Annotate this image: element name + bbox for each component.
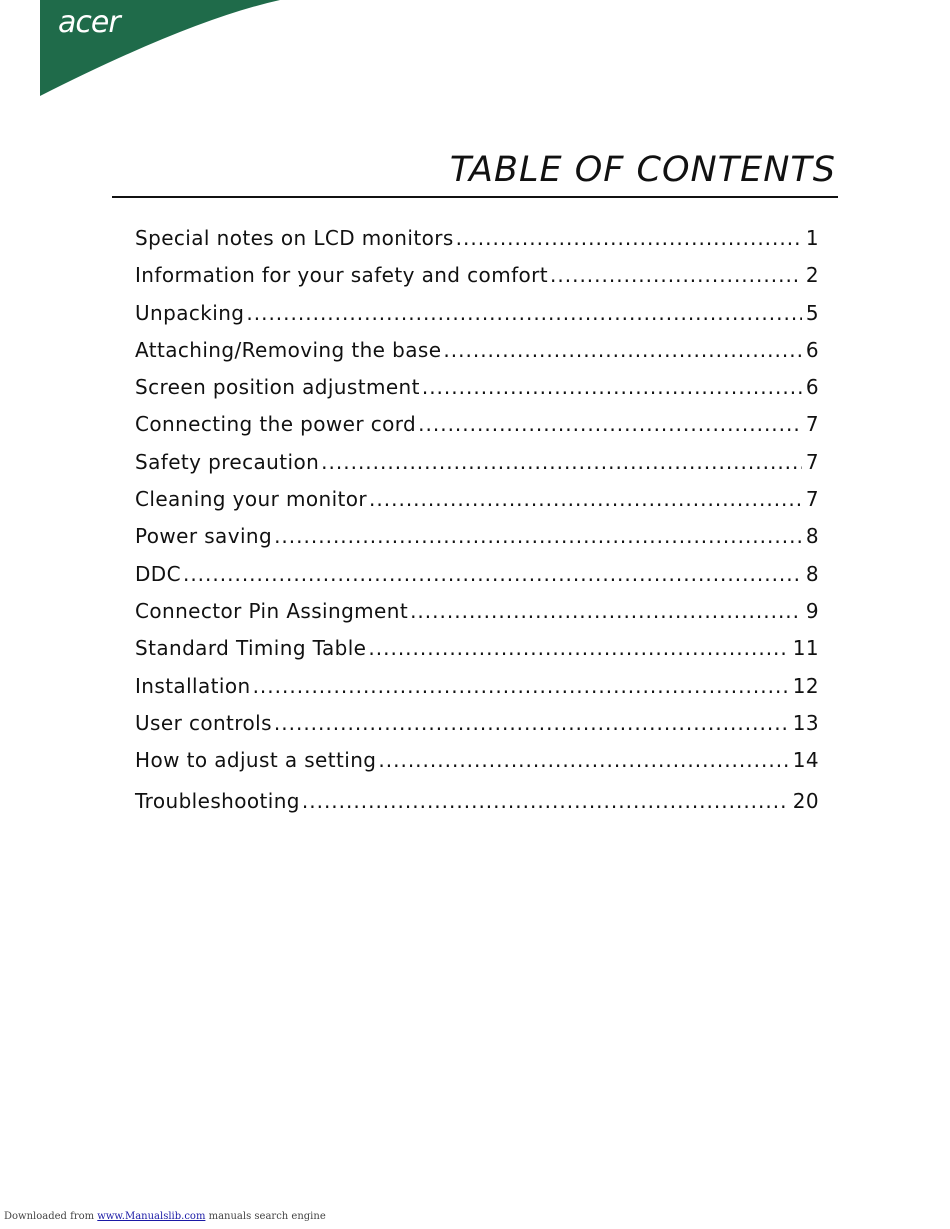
page-title: TABLE OF CONTENTS [449, 150, 836, 190]
toc-entry[interactable] [135, 338, 819, 375]
title-underline [112, 196, 838, 198]
toc-entry-page: 2 [805, 263, 819, 288]
dot-leader [183, 562, 802, 586]
toc-entry[interactable] [135, 263, 819, 300]
toc-entry[interactable] [135, 375, 819, 412]
toc-list [135, 226, 819, 827]
toc-entry[interactable] [135, 674, 819, 711]
toc-entry-label: Safety precaution [135, 449, 320, 474]
toc-entry-label: Troubleshooting [135, 789, 300, 814]
toc-entry-label: Standard Timing Table [135, 636, 367, 661]
toc-entry[interactable] [135, 636, 819, 673]
dot-leader [274, 711, 789, 735]
toc-entry[interactable] [135, 789, 819, 826]
dot-leader [456, 226, 802, 250]
dot-leader [418, 412, 802, 436]
toc-entry[interactable] [135, 487, 819, 524]
dot-leader [368, 636, 788, 660]
toc-entry-label: User controls [135, 710, 272, 735]
dot-leader [443, 338, 801, 362]
logo-text: acer [58, 5, 120, 40]
dot-leader [410, 599, 802, 623]
dot-leader [274, 524, 802, 548]
toc-entry-page: 8 [805, 561, 819, 586]
toc-entry-page: 20 [792, 789, 819, 814]
dot-leader [550, 263, 802, 287]
footer-suffix: manuals search engine [208, 1211, 326, 1222]
toc-entry-label: DDC [135, 561, 181, 586]
toc-entry-page: 6 [805, 375, 819, 400]
toc-entry-page: 6 [805, 337, 819, 362]
footer-prefix: Downloaded from [4, 1211, 95, 1222]
toc-entry-page: 13 [792, 710, 819, 735]
manualslib-link[interactable]: www.Manualslib.com [97, 1211, 206, 1222]
dot-leader [302, 789, 789, 813]
toc-entry-page: 5 [805, 300, 819, 325]
toc-entry-label: Connecting the power cord [135, 412, 417, 437]
toc-entry-label: Connector Pin Assingment [135, 598, 409, 623]
toc-entry-label: How to adjust a setting [135, 748, 377, 773]
toc-entry-label: Power saving [135, 524, 273, 549]
dot-leader [246, 301, 802, 325]
toc-entry-label: Screen position adjustment [135, 375, 420, 400]
toc-entry-page: 1 [805, 226, 819, 250]
acer-logo [40, 0, 280, 96]
toc-entry[interactable] [135, 711, 819, 748]
toc-entry[interactable] [135, 301, 819, 338]
toc-entry-label: Attaching/Removing the base [135, 337, 442, 362]
toc-entry[interactable] [135, 748, 819, 785]
dot-leader [253, 674, 789, 698]
toc-entry[interactable] [135, 412, 819, 449]
toc-entry-page: 8 [805, 524, 819, 549]
toc-entry-label: Special notes on LCD monitors [135, 226, 454, 250]
toc-entry-page: 7 [805, 449, 819, 474]
toc-entry-page: 9 [805, 598, 819, 623]
toc-entry-label: Installation [135, 673, 251, 698]
toc-entry-label: Information for your safety and comfort [135, 263, 549, 288]
toc-entry-label: Cleaning your monitor [135, 487, 368, 512]
download-footer [4, 1211, 326, 1222]
toc-entry-label: Unpacking [135, 300, 245, 325]
toc-entry[interactable] [135, 562, 819, 599]
toc-entry-page: 11 [792, 636, 819, 661]
toc-entry[interactable] [135, 524, 819, 561]
dot-leader [422, 375, 802, 399]
toc-entry[interactable] [135, 599, 819, 636]
dot-leader [369, 487, 802, 511]
toc-entry-page: 7 [805, 487, 819, 512]
dot-leader [321, 450, 802, 474]
toc-entry[interactable] [135, 226, 819, 263]
dot-leader [378, 748, 788, 772]
toc-entry-page: 7 [805, 412, 819, 437]
toc-entry-page: 12 [792, 673, 819, 698]
toc-entry[interactable] [135, 450, 819, 487]
toc-entry-page: 14 [792, 748, 819, 773]
